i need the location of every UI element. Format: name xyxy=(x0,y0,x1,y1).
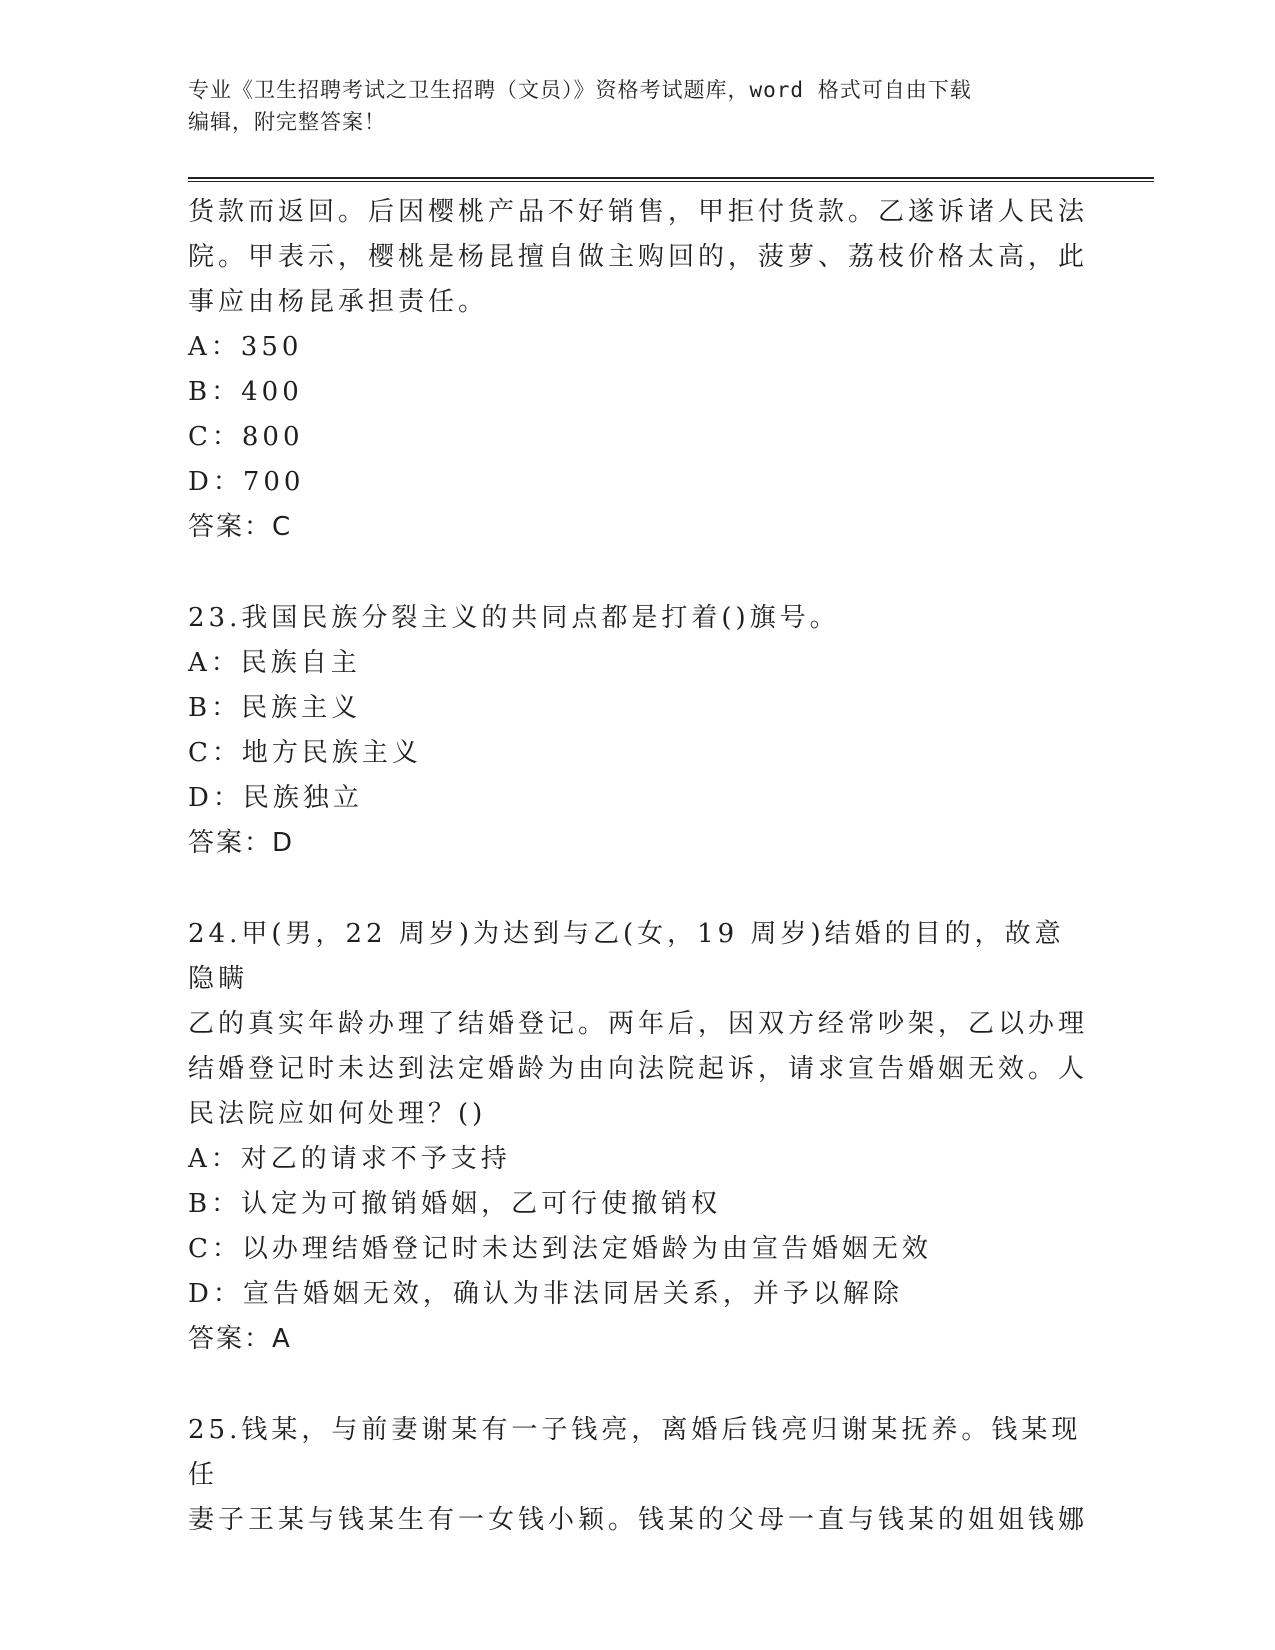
question-24 xyxy=(188,912,1088,1362)
option-a: A：民族自主 xyxy=(188,648,361,678)
header-line-1: 专业《卫生招聘考试之卫生招聘（文员）》资格考试题库，word 格式可自由下载 xyxy=(188,78,972,102)
header-divider xyxy=(188,177,1154,182)
option-b: B：认定为可撤销婚姻，乙可行使撤销权 xyxy=(188,1189,722,1219)
option-a: A：350 xyxy=(188,332,303,362)
question-text-line: 妻子王某与钱某生有一女钱小颖。钱某的父母一直与钱某的姐姐钱娜 xyxy=(188,1505,1089,1535)
answer-line: 答案：C xyxy=(188,512,293,542)
option-d: D：宣告婚姻无效，确认为非法同居关系，并予以解除 xyxy=(188,1279,903,1309)
option-a: A：对乙的请求不予支持 xyxy=(188,1144,511,1174)
question-text-line: 事应由杨昆承担责任。 xyxy=(188,287,489,317)
question-text-line: 乙的真实年龄办理了结婚登记。两年后，因双方经常吵架，乙以办理 xyxy=(188,1009,1089,1039)
page-header xyxy=(188,74,1068,138)
question-25 xyxy=(188,1408,1088,1543)
option-b: B：民族主义 xyxy=(188,693,362,723)
question-text-line: 货款而返回。后因樱桃产品不好销售，甲拒付货款。乙遂诉诸人民法 xyxy=(188,197,1089,227)
page-content xyxy=(188,190,1088,1543)
question-text-line: 24.甲(男，22 周岁)为达到与乙(女，19 周岁)结婚的目的，故意隐瞒 xyxy=(188,919,1065,994)
option-c: C：地方民族主义 xyxy=(188,738,422,768)
question-23 xyxy=(188,596,1088,866)
answer-line: 答案：D xyxy=(188,828,295,858)
question-continuation xyxy=(188,190,1088,550)
header-line-2: 编辑，附完整答案！ xyxy=(188,110,386,134)
option-d: D：民族独立 xyxy=(188,783,363,813)
option-b: B：400 xyxy=(188,377,303,407)
question-text-line: 民法院应如何处理？() xyxy=(188,1099,487,1129)
question-text-line: 结婚登记时未达到法定婚龄为由向法院起诉，请求宣告婚姻无效。人 xyxy=(188,1054,1089,1084)
answer-line: 答案：A xyxy=(188,1324,292,1354)
question-text-line: 25.钱某，与前妻谢某有一子钱亮，离婚后钱亮归谢某抚养。钱某现任 xyxy=(188,1415,1082,1490)
option-c: C：800 xyxy=(188,422,304,452)
option-c: C：以办理结婚登记时未达到法定婚龄为由宣告婚姻无效 xyxy=(188,1234,932,1264)
question-text-line: 23.我国民族分裂主义的共同点都是打着()旗号。 xyxy=(188,603,840,633)
option-d: D：700 xyxy=(188,467,305,497)
question-text-line: 院。甲表示，樱桃是杨昆擅自做主购回的，菠萝、荔枝价格太高，此 xyxy=(188,242,1089,272)
